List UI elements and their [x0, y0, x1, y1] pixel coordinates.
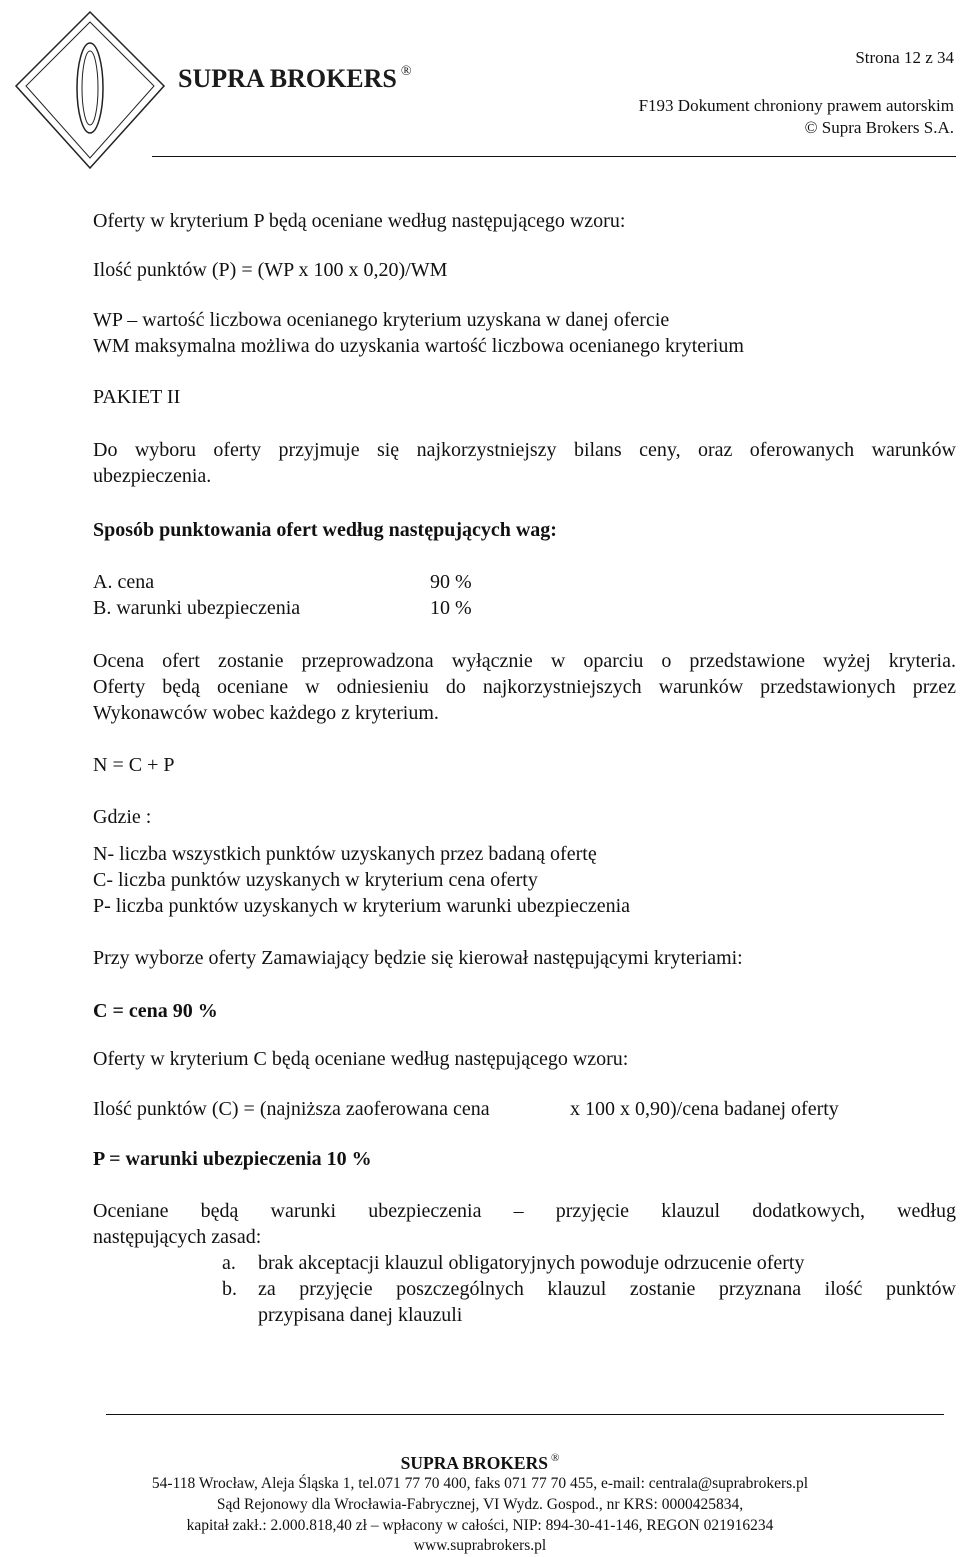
formula-c-part2: x 100 x 0,90)/cena badanej oferty	[570, 1098, 839, 1120]
definition-n: N- liczba wszystkich punktów uzyskanych przez badaną ofertę	[93, 843, 597, 865]
definition-c: C- liczba punktów uzyskanych w kryterium cena oferty	[93, 869, 538, 891]
footer-divider	[106, 1414, 944, 1415]
list-item-a: brak akceptacji klauzul obligatoryjnych powoduje odrzucenie oferty	[258, 1252, 805, 1274]
choice-paragraph-line2: ubezpieczenia.	[93, 465, 212, 487]
definition-wp: WP – wartość liczbowa ocenianego kryterium uzyskana w danej ofercie	[93, 309, 670, 331]
price-criterion-intro: Oferty w kryterium C będą oceniane według następującego wzoru:	[93, 1048, 629, 1070]
price-criterion-heading: C = cena 90 %	[93, 1000, 218, 1022]
page-number: Strona 12 z 34	[855, 48, 954, 67]
weight-value-a: 90 %	[430, 571, 472, 593]
evaluation-line3: Wykonawców wobec każdego z kryterium.	[93, 702, 439, 724]
criteria-paragraph: Przy wyborze oferty Zamawiający będzie się kierował następującymi kryteriami:	[93, 947, 743, 969]
header-brand: SUPRA BROKERS ®	[178, 64, 412, 93]
footer-address: 54-118 Wrocław, Aleja Śląska 1, tel.071 77 70 400, faks 071 77 70 455, e-mail: centrala@suprabrokers.pl	[151, 1475, 809, 1492]
copyright-notice: © Supra Brokers S.A.	[804, 118, 954, 137]
terms-paragraph-line1: Oceniane będą warunki ubezpieczenia – przyjęcie klauzul dodatkowych, według	[93, 1200, 956, 1222]
terms-paragraph-line2: następujących zasad:	[93, 1226, 262, 1248]
footer-registry: Sąd Rejonowy dla Wrocławia-Fabrycznej, VI Wydz. Gospod., nr KRS: 0000425834,	[216, 1496, 744, 1513]
footer-registered-mark: ®	[550, 1452, 560, 1464]
ncp-formula: N = C + P	[93, 754, 175, 776]
registered-mark: ®	[400, 64, 412, 79]
footer-brand: SUPRA BROKERS ®	[400, 1452, 560, 1473]
definition-p: P- liczba punktów uzyskanych w kryterium warunki ubezpieczenia	[93, 895, 631, 917]
terms-criterion-heading: P = warunki ubezpieczenia 10 %	[93, 1148, 372, 1170]
footer-website: www.suprabrokers.pl	[413, 1537, 547, 1554]
list-item-b-line1: za przyjęcie poszczególnych klauzul zostanie przyznana ilość punktów	[258, 1278, 956, 1300]
weight-value-b: 10 %	[430, 597, 472, 619]
formula-p: Ilość punktów (P) = (WP x 100 x 0,20)/WM	[93, 259, 448, 281]
evaluation-line2: Oferty będą oceniane w odniesieniu do najkorzystniejszych warunków przedstawionych przez	[93, 676, 956, 698]
where-label: Gdzie :	[93, 806, 152, 828]
header-divider	[152, 156, 956, 157]
intro-paragraph: Oferty w kryterium P będą oceniane według następującego wzoru:	[93, 210, 626, 232]
list-item-b-line2: przypisana danej klauzuli	[258, 1304, 463, 1326]
package-heading: PAKIET II	[93, 386, 181, 408]
list-marker-a: a.	[222, 1252, 236, 1274]
evaluation-line1: Ocena ofert zostanie przeprowadzona wyłącznie w oparciu o przedstawione wyżej kryteria.	[93, 650, 956, 672]
formula-c-part1: Ilość punktów (C) = (najniższa zaoferowana cena	[93, 1098, 490, 1120]
definition-wm: WM maksymalna możliwa do uzyskania wartość liczbowa ocenianego kryterium	[93, 335, 744, 357]
company-logo	[10, 8, 170, 178]
weight-label-b: B. warunki ubezpieczenia	[93, 597, 301, 619]
choice-paragraph-line1: Do wyboru oferty przyjmuje się najkorzystniejszy bilans ceny, oraz oferowanych warunków	[93, 439, 956, 461]
scoring-heading: Sposób punktowania ofert według następujących wag:	[93, 519, 557, 541]
weight-label-a: A. cena	[93, 571, 155, 593]
list-marker-b: b.	[222, 1278, 237, 1300]
document-notice: F193 Dokument chroniony prawem autorskim	[638, 96, 954, 115]
footer-capital: kapitał zakł.: 2.000.818,40 zł – wpłacony w całości, NIP: 894-30-41-146, REGON 021916234	[186, 1517, 774, 1534]
